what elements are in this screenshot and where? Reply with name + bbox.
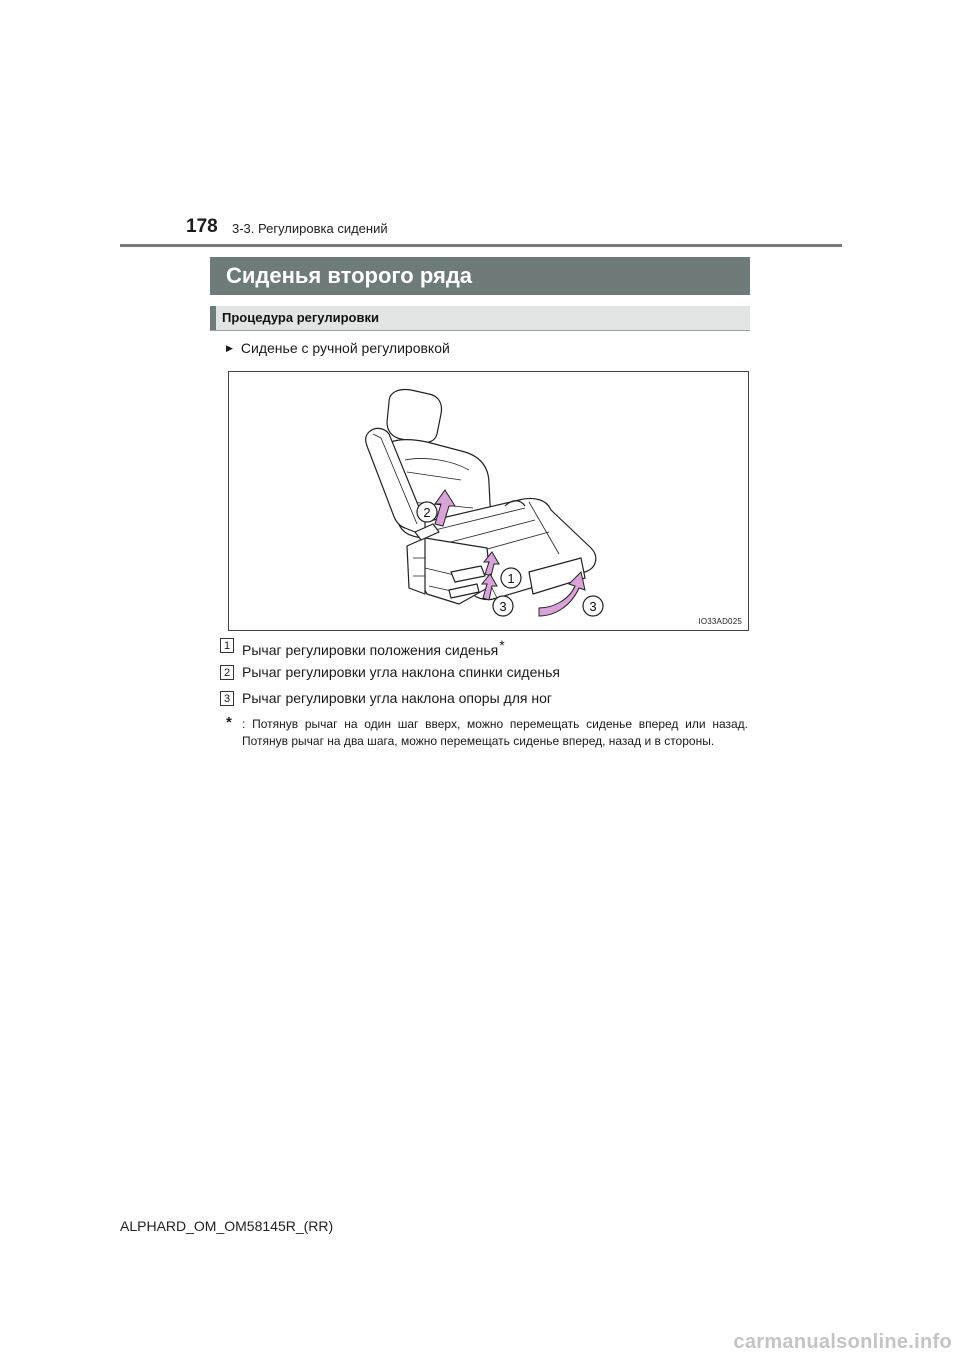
footnote-reference: * [499, 637, 505, 653]
callout-1: 1 [507, 571, 515, 586]
seat-illustration [228, 371, 749, 631]
page-number: 178 [186, 216, 218, 237]
subsection-title: Процедура регулировки [210, 306, 750, 330]
legend-text [242, 637, 505, 658]
legend-label: Рычаг регулировки угла наклона опоры для ног [242, 690, 552, 706]
figure-code: IO33AD025 [698, 617, 742, 626]
bullet-item [226, 340, 450, 356]
subsection-divider [210, 330, 750, 331]
headrest [387, 390, 442, 443]
watermark: carmanualsonline.info [733, 1331, 952, 1353]
legend-number: 2 [220, 665, 234, 680]
legend-number: 3 [220, 691, 234, 706]
legend-number: 1 [220, 638, 234, 653]
section-title: Сиденья второго ряда [210, 257, 750, 295]
seat-drawing [229, 372, 748, 630]
document-code: ALPHARD_OM_OM58145R_(RR) [120, 1218, 334, 1234]
header-divider [120, 244, 842, 247]
callout-3-lever: 3 [499, 599, 507, 614]
legend-label: Рычаг регулировки положения сиденья [242, 642, 499, 658]
callout-2: 2 [423, 505, 431, 520]
callout-3-footrest: 3 [589, 599, 597, 614]
footnote [226, 716, 748, 750]
triangle-bullet-icon: ▶ [226, 343, 233, 353]
footnote-text: : Потянув рычаг на один шаг вверх, можно перемещать сиденье вперед или назад. Потянув рычаг на два шага, можно перемещать сиденье вперед, назад и в стороны. [242, 717, 748, 748]
chapter-title: 3-3. Регулировка сидений [232, 221, 388, 236]
legend-label: Рычаг регулировки угла наклона спинки сиденья [242, 664, 560, 680]
footnote-mark: * [226, 714, 232, 731]
bullet-text: Сиденье с ручной регулировкой [240, 340, 450, 356]
